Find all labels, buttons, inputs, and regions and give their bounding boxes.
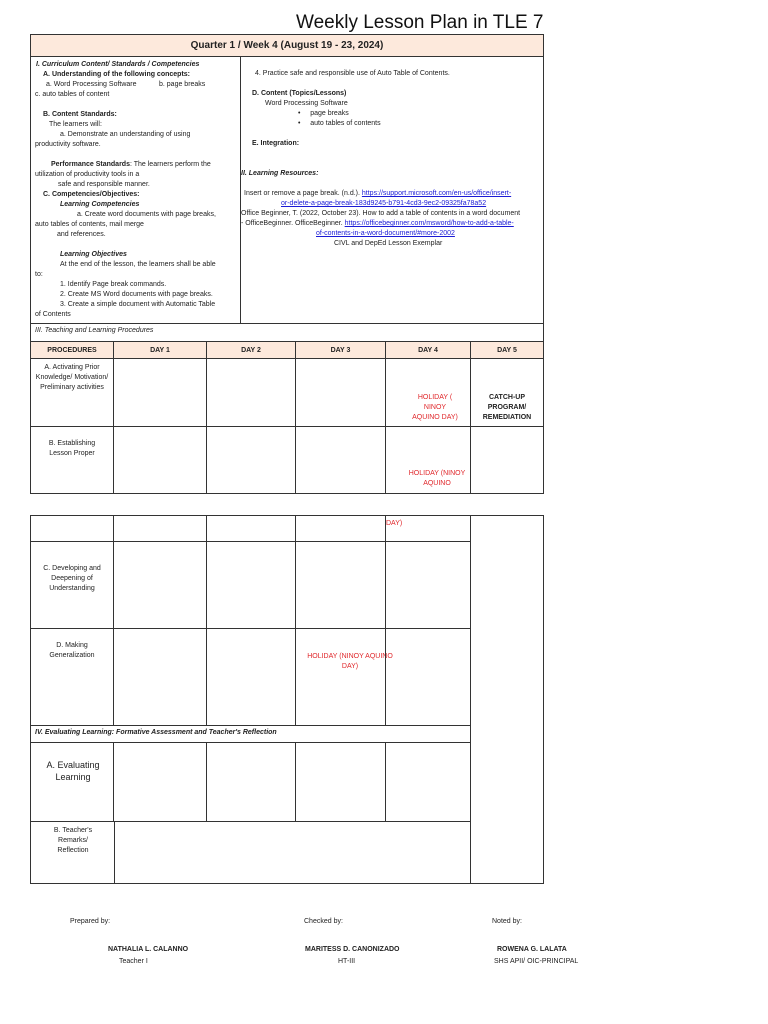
day-cell — [295, 541, 386, 629]
objective-item: of Contents — [35, 311, 71, 318]
day-cell — [113, 426, 207, 494]
procedure-cell — [30, 515, 114, 542]
learning-resources-heading: II. Learning Resources: — [241, 170, 319, 177]
header-day-3: DAY 3 — [295, 341, 386, 359]
day-cell — [470, 426, 544, 494]
learning-competencies-heading: Learning Competencies — [60, 201, 140, 208]
section-3-heading: III. Teaching and Learning Procedures — [30, 323, 544, 342]
learning-competencies-text: and references. — [57, 231, 106, 238]
section-4-heading: IV. Evaluating Learning: Formative Assessment and Teacher's Reflection — [30, 725, 471, 743]
checked-by-title: HT-III — [338, 958, 356, 965]
day-5-column — [470, 515, 544, 884]
day-cell — [113, 541, 207, 629]
learning-competencies-text: a. Create word documents with page breaks, — [77, 211, 216, 218]
reference-link[interactable]: https://officebeginner.com/msword/how-to-add-a-table- — [344, 220, 514, 227]
procedure-cell — [30, 628, 114, 726]
day-cell — [113, 628, 207, 726]
day-cell — [113, 742, 207, 822]
day-cell — [295, 628, 393, 726]
reference-2: - OfficeBeginner. OfficeBeginner. https://officebeginner.com/msword/how-to-add-a-table- — [241, 220, 514, 227]
content-standards-text: productivity software. — [35, 141, 101, 148]
day-cell — [206, 426, 296, 494]
holiday-continuation: DAY) — [386, 520, 403, 527]
procedure-cell — [30, 358, 114, 427]
day-cell — [385, 358, 471, 427]
reference-link[interactable]: of-contents-in-a-word-document/#more-2002 — [316, 230, 455, 237]
objective-item: 1. Identify Page break commands. — [60, 281, 167, 288]
reference-3: CIVL and DepEd Lesson Exemplar — [334, 240, 443, 247]
learning-objectives-heading: Learning Objectives — [60, 251, 127, 258]
prepared-by-title: Teacher I — [119, 958, 148, 965]
day-cell — [295, 515, 386, 542]
header-day-4: DAY 4 — [385, 341, 471, 359]
learning-objectives-text: to: — [35, 271, 43, 278]
day-cell — [385, 628, 471, 726]
day-cell — [206, 541, 296, 629]
concept-item: a. Word Processing Software — [46, 81, 137, 88]
procedure-label: C. Developing and Deepening of Understanding — [43, 565, 101, 592]
integration-heading: E. Integration: — [252, 140, 300, 147]
catch-up-label: CATCH-UP PROGRAM/ REMEDIATION — [482, 394, 532, 421]
day-cell — [295, 358, 386, 427]
day-cell — [470, 358, 544, 427]
content-bullet: • page breaks — [298, 110, 349, 117]
reference-1: Insert or remove a page break. (n.d.). https://support.microsoft.com/en-us/office/insert- — [244, 190, 512, 197]
day-cell — [206, 515, 296, 542]
competencies-heading: C. Competencies/Objectives: — [43, 191, 140, 198]
checked-by-name: MARITESS D. CANONIZADO — [305, 946, 400, 953]
content-bullet: • auto tables of contents — [298, 120, 381, 127]
content-standards-text: The learners will: — [49, 121, 102, 128]
content-standards-text: a. Demonstrate an understanding of using — [60, 131, 191, 138]
holiday-label: HOLIDAY (NINOY AQUINO — [408, 470, 466, 487]
section-1-heading: I. Curriculum Content/ Standards / Competencies — [36, 61, 200, 68]
objective-item-4: 4. Practice safe and responsible use of Auto Table of Contents. — [255, 70, 450, 77]
procedure-cell — [30, 541, 114, 629]
concept-item: c. auto tables of content — [35, 91, 110, 98]
performance-standards-text: safe and responsible manner. — [58, 181, 150, 188]
day-cell — [385, 426, 471, 494]
document-title: Weekly Lesson Plan in TLE 7 — [296, 12, 544, 33]
reference-link[interactable]: or-delete-a-page-break-183d9245-b791-4cd3-9ec2-09325fa78a52 — [281, 200, 487, 207]
reference-2: Office Beginner, T. (2022, October 23). How to add a table of contents in a word document — [241, 210, 521, 217]
header-day-5: DAY 5 — [470, 341, 544, 359]
noted-by-name: ROWENA G. LALATA — [497, 946, 567, 953]
procedure-cell — [30, 742, 114, 822]
curriculum-divider — [240, 56, 241, 324]
noted-by-label: Noted by: — [492, 918, 522, 925]
quarter-header: Quarter 1 / Week 4 (August 19 - 23, 2024) — [30, 34, 544, 57]
header-procedures: PROCEDURES — [30, 341, 114, 359]
day-cell — [113, 515, 207, 542]
performance-standards: Performance Standards: The learners perform the — [51, 161, 211, 168]
day-cell — [206, 628, 296, 726]
day-cell — [385, 541, 471, 629]
day-cell — [206, 358, 296, 427]
procedure-label: B. Establishing Lesson Proper — [48, 440, 96, 457]
reference-link[interactable]: https://support.microsoft.com/en-us/office/insert- — [361, 190, 512, 197]
procedure-cell — [30, 426, 114, 494]
day-cell — [295, 742, 386, 822]
day-cell — [295, 426, 386, 494]
content-standards-heading: B. Content Standards: — [43, 111, 117, 118]
learning-competencies-text: auto tables of contents, mail merge — [35, 221, 144, 228]
holiday-label: HOLIDAY (NINOY AQUINO DAY) — [307, 653, 393, 670]
day-cell — [385, 742, 471, 822]
procedure-cell — [30, 821, 115, 884]
procedure-label: A. Evaluating Learning — [46, 760, 100, 782]
holiday-label: HOLIDAY ( NINOY AQUINO DAY) — [412, 394, 458, 421]
day-cell — [206, 742, 296, 822]
objective-item: 2. Create MS Word documents with page breaks. — [60, 291, 213, 298]
content-text: Word Processing Software — [265, 100, 348, 107]
header-day-2: DAY 2 — [206, 341, 296, 359]
concept-item: b. page breaks — [159, 81, 206, 88]
checked-by-label: Checked by: — [304, 918, 343, 925]
curriculum-right — [242, 60, 542, 322]
concepts-heading: A. Understanding of the following concepts: — [43, 71, 190, 78]
performance-standards-text: utilization of productivity tools in a — [35, 171, 140, 178]
procedure-label: D. Making Generalization — [49, 642, 95, 659]
procedure-label: B. Teacher's Remarks/ Reflection — [53, 827, 93, 854]
curriculum-left — [35, 60, 240, 322]
day-cell — [113, 358, 207, 427]
content-heading: D. Content (Topics/Lessons) — [252, 90, 347, 97]
day-cell — [385, 515, 471, 542]
objective-item: 3. Create a simple document with Automatic Table — [60, 301, 216, 308]
prepared-by-name: NATHALIA L. CALANNO — [108, 946, 189, 953]
learning-objectives-text: At the end of the lesson, the learners shall be able — [60, 261, 216, 268]
prepared-by-label: Prepared by: — [70, 918, 111, 925]
remarks-cell — [114, 821, 471, 884]
header-day-1: DAY 1 — [113, 341, 207, 359]
procedure-label: A. Activating Prior Knowledge/ Motivation/ Preliminary activities — [35, 364, 109, 391]
noted-by-title: SHS APII/ OIC-PRINCIPAL — [494, 958, 579, 965]
